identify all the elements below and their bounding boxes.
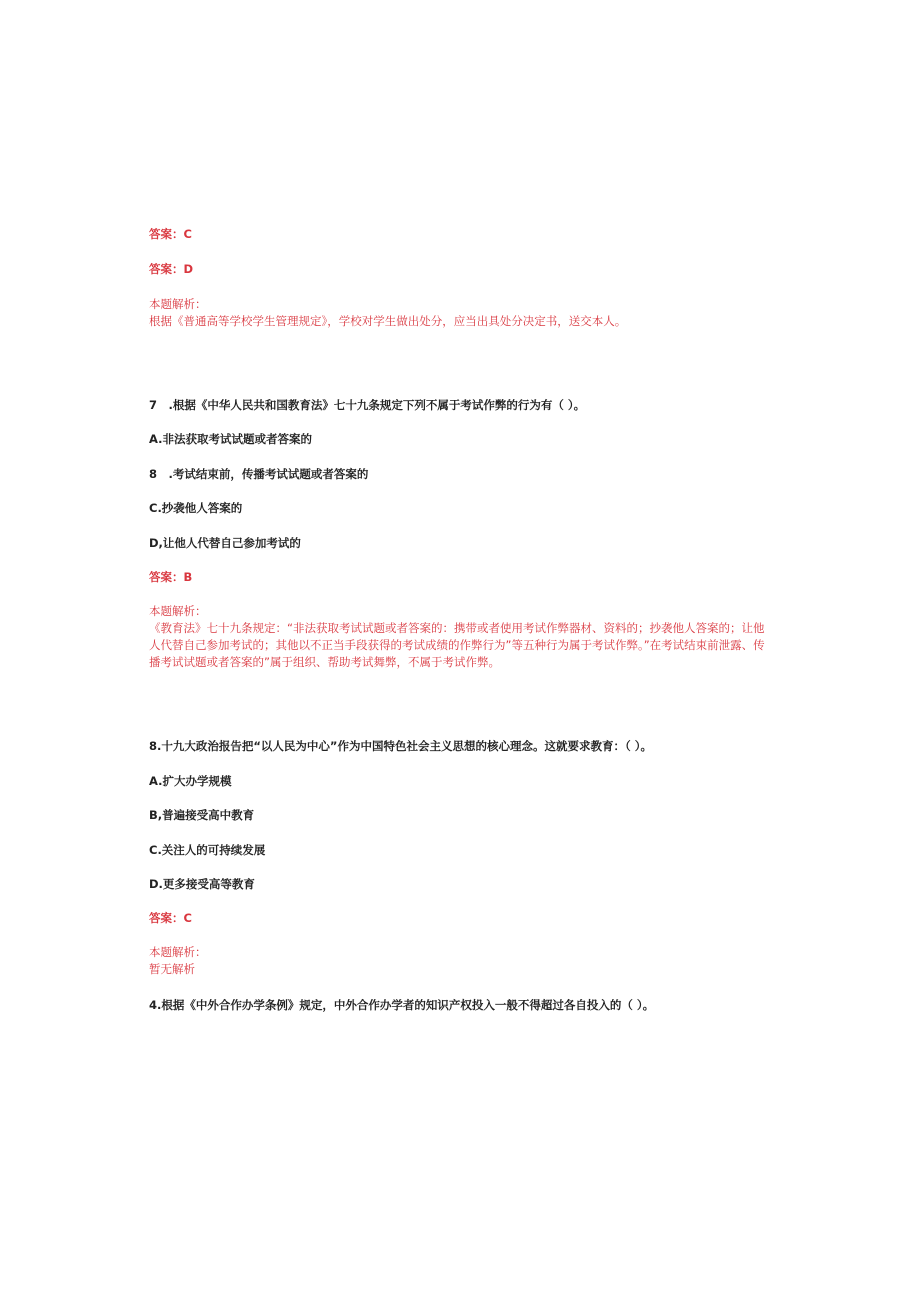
option-d: D.更多接受高等教育 (149, 877, 255, 891)
option-b: B,普遍接受高中教育 (149, 808, 255, 822)
analysis-text: 根据《普通高等学校学生管理规定》，学校对学生做出处分，应当出具处分决定书，送交本人。 (149, 314, 627, 328)
option-a: A.扩大办学规模 (149, 774, 232, 788)
option-d: D,让他人代替自己参加考试的 (149, 536, 301, 550)
option-c: C.抄袭他人答案的 (149, 501, 243, 515)
analysis-label: 本题解析： (149, 945, 207, 959)
option-a: A.非法获取考试试题或者答案的 (149, 432, 312, 446)
answer-c: 答案：C (149, 227, 192, 241)
option-b: 8 .考试结束前，传播考试试题或者答案的 (149, 467, 369, 481)
answer-c: 答案：C (149, 911, 192, 925)
question-8: 8.十九大政治报告把“以人民为中心”作为中国特色社会主义思想的核心理念。这就要求教育：（ ）。 (149, 739, 652, 753)
answer-b: 答案：B (149, 570, 193, 584)
analysis-label: 本题解析： (149, 297, 207, 311)
option-c: C.关注人的可持续发展 (149, 843, 266, 857)
analysis-text: 暂无解析 (149, 962, 195, 976)
question-4: 4.根据《中外合作办学条例》规定，中外合作办学者的知识产权投入一般不得超过各自投入的（ ）。 (149, 998, 655, 1012)
question-7: 7 .根据《中华人民共和国教育法》七十九条规定下列不属于考试作弊的行为有（ ）。 (149, 398, 586, 412)
analysis-label: 本题解析： (149, 604, 207, 618)
analysis-text: 《教育法》七十九条规定：“非法获取考试试题或者答案的：携带或者使用考试作弊器材、资料的；抄袭他人答案的；让他人代替自己参加考试的；其他以不正当手段获得的考试成绩的作弊行为”等五种行为属于考试作弊。”在考试结束前泄露、传播考试试题或者答案的”属于组织、帮助考试舞弊，不属于考试作弊。 (149, 621, 765, 669)
answer-d: 答案：D (149, 262, 194, 276)
